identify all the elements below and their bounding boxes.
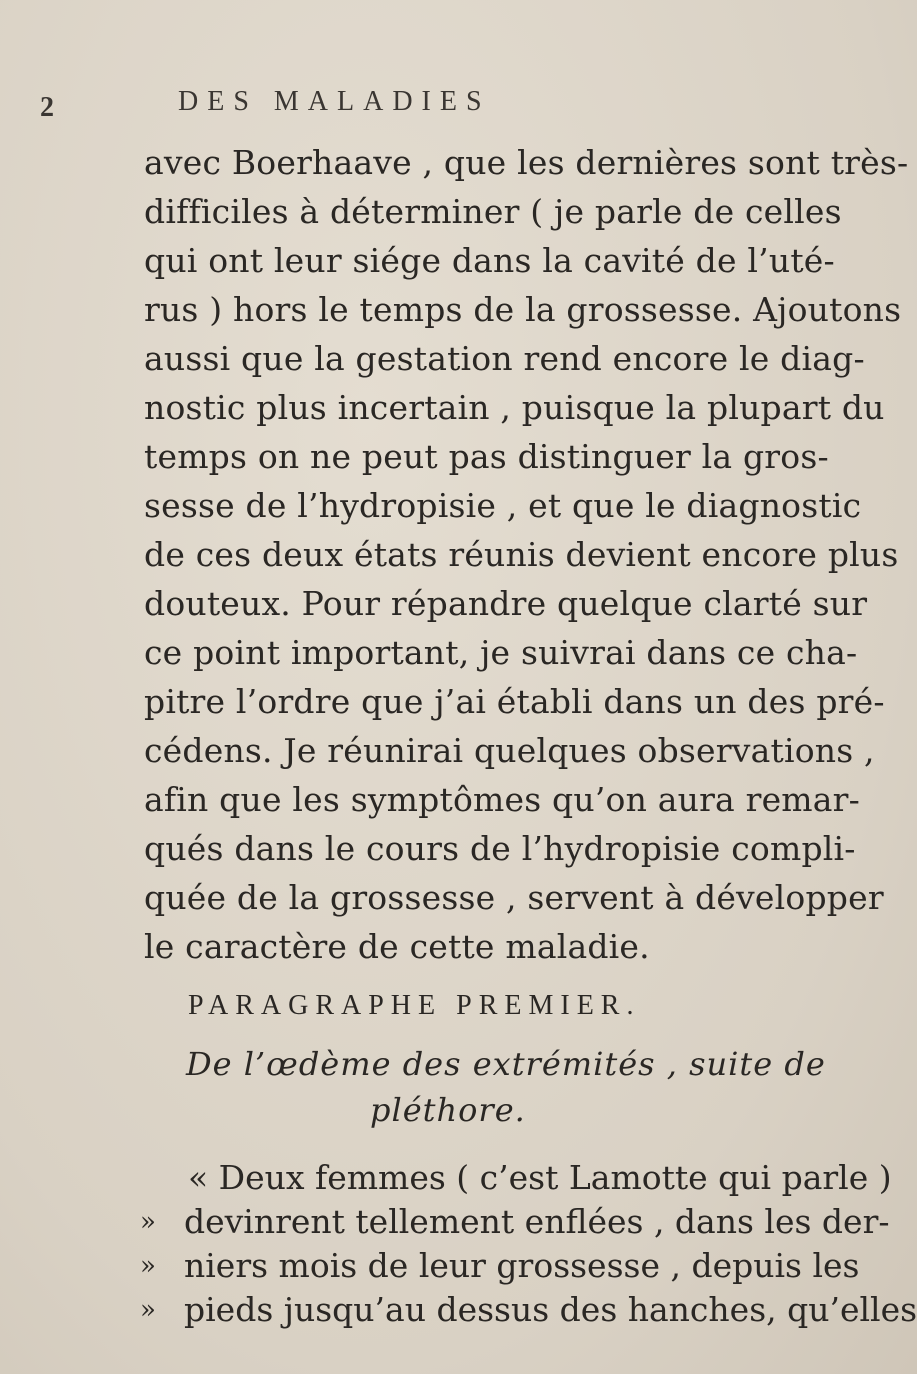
text-line: quée de la grossesse , servent à développer [144,878,884,917]
page-number: 2 [40,92,54,123]
quote-line: devinrent tellement enflées , dans les der- [184,1202,890,1241]
text-line: pitre l’ordre que j’ai établi dans un des pré- [144,682,885,721]
section-title: PARAGRAPHE PREMIER. [188,990,641,1021]
text-line: sesse de l’hydropisie , et que le diagnostic [144,486,862,525]
text-line: cédens. Je réunirai quelques observations , [144,731,875,770]
text-line: le caractère de cette maladie. [144,927,650,966]
section-subtitle: pléthore. [370,1091,526,1129]
text-line: aussi que la gestation rend encore le diag- [144,339,865,378]
text-line: qués dans le cours de l’hydropisie compli- [144,829,856,868]
text-line: rus ) hors le temps de la grossesse. Ajoutons [144,290,902,329]
text-line: avec Boerhaave , que les dernières sont très- [144,143,909,182]
text-line: nostic plus incertain , puisque la plupart du [144,388,885,427]
text-line: difficiles à déterminer ( je parle de celles [144,192,842,231]
section-subtitle: De l’œdème des extrémités , suite de [186,1045,826,1083]
running-head: DES MALADIES [178,86,491,117]
text-line: douteux. Pour répandre quelque clarté sur [144,584,868,623]
text-line: afin que les symptômes qu’on aura remar- [144,780,861,819]
continuation-mark: » [140,1251,156,1281]
text-line: ce point important, je suivrai dans ce cha- [144,633,858,672]
quote-line: niers mois de leur grossesse , depuis les [184,1246,860,1285]
quote-first-line: « Deux femmes ( c’est Lamotte qui parle ) [188,1158,892,1197]
text-line: qui ont leur siége dans la cavité de l’uté- [144,241,835,280]
continuation-mark: » [140,1207,156,1237]
text-line: de ces deux états réunis devient encore plus [144,535,899,574]
text-line: temps on ne peut pas distinguer la gros- [144,437,829,476]
continuation-mark: » [140,1295,156,1325]
quote-line: pieds jusqu’au dessus des hanches, qu’elles [184,1290,917,1329]
